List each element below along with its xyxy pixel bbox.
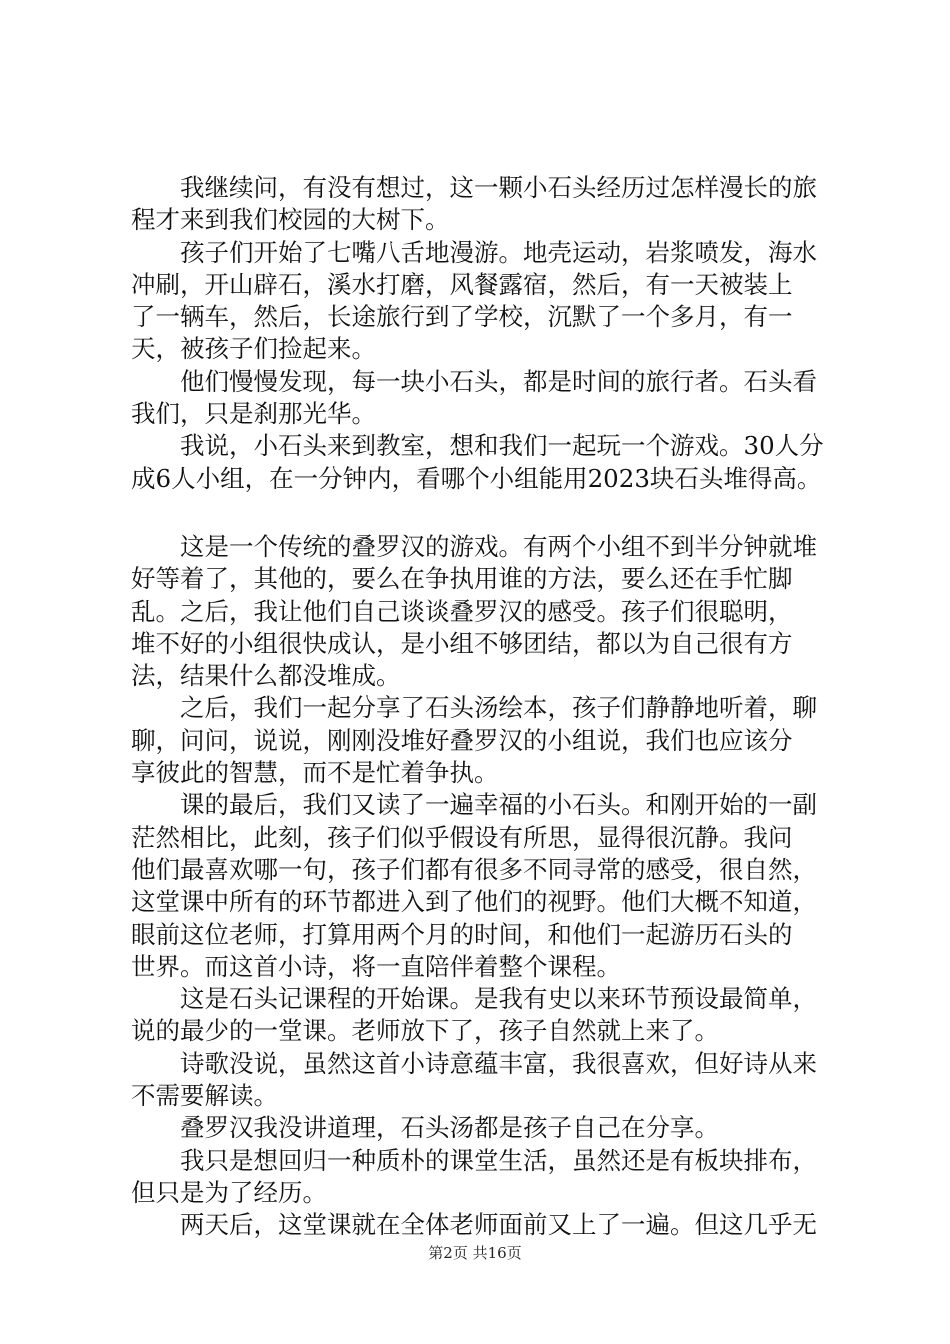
paragraph-line: 我说，小石头来到教室，想和我们一起玩一个游戏。30人分 xyxy=(180,431,824,461)
paragraph-line: 聊，问问，说说，刚刚没堆好叠罗汉的小组说，我们也应该分 xyxy=(131,725,793,755)
paragraph-line: 天，被孩子们捡起来。 xyxy=(131,334,376,364)
page-number: 第2页 共16页 xyxy=(428,1244,522,1262)
paragraph-line: 不需要解读。 xyxy=(131,1081,278,1111)
paragraph-line: 之后，我们一起分享了石头汤绘本，孩子们静静地听着，聊 xyxy=(180,693,817,723)
paragraph-line: 程才来到我们校园的大树下。 xyxy=(131,205,450,235)
paragraph-line: 我们，只是刹那光华。 xyxy=(131,399,376,429)
paragraph-line: 了一辆车，然后，长途旅行到了学校，沉默了一个多月，有一 xyxy=(131,302,793,332)
paragraph-line: 法，结果什么都没堆成。 xyxy=(131,661,401,691)
paragraph-line: 好等着了，其他的，要么在争执用谁的方法，要么还在手忙脚 xyxy=(131,564,793,594)
paragraph-line: 课的最后，我们又读了一遍幸福的小石头。和刚开始的一副 xyxy=(180,790,817,820)
paragraph-line: 乱。之后，我让他们自己谈谈叠罗汉的感受。孩子们很聪明， xyxy=(131,596,793,626)
paragraph-line: 诗歌没说，虽然这首小诗意蕴丰富，我很喜欢，但好诗从来 xyxy=(180,1048,817,1078)
document-body xyxy=(131,172,831,1242)
paragraph-line: 我只是想回归一种质朴的课堂生活，虽然还是有板块排布， xyxy=(180,1145,817,1175)
paragraph-line: 享彼此的智慧，而不是忙着争执。 xyxy=(131,758,499,788)
paragraph-line: 但只是为了经历。 xyxy=(131,1177,327,1207)
paragraph-line: 冲刷，开山辟石，溪水打磨，风餐露宿，然后，有一天被装上 xyxy=(131,269,793,299)
paragraph-line: 成6人小组，在一分钟内，看哪个小组能用2023块石头堆得高。 xyxy=(131,463,822,493)
paragraph-line: 这是一个传统的叠罗汉的游戏。有两个小组不到半分钟就堆 xyxy=(180,531,817,561)
paragraph-line: 眼前这位老师，打算用两个月的时间，和他们一起游历石头的 xyxy=(131,919,793,949)
page-footer xyxy=(0,1242,950,1263)
paragraph-line: 孩子们开始了七嘴八舌地漫游。地壳运动，岩浆喷发，海水 xyxy=(180,237,817,267)
paragraph-line: 世界。而这首小诗，将一直陪伴着整个课程。 xyxy=(131,951,621,981)
paragraph-line: 叠罗汉我没讲道理，石头汤都是孩子自己在分享。 xyxy=(180,1113,719,1143)
paragraph-line: 这堂课中所有的环节都进入到了他们的视野。他们大概不知道， xyxy=(131,887,817,917)
paragraph-spacer xyxy=(131,495,831,531)
paragraph-line: 堆不好的小组很快成认，是小组不够团结，都以为自己很有方 xyxy=(131,628,793,658)
paragraph-line: 他们慢慢发现，每一块小石头，都是时间的旅行者。石头看 xyxy=(180,366,817,396)
paragraph-line: 我继续问，有没有想过，这一颗小石头经历过怎样漫长的旅 xyxy=(180,173,817,202)
paragraph-line: 他们最喜欢哪一句，孩子们都有很多不同寻常的感受，很自然， xyxy=(131,854,817,884)
paragraph-line: 说的最少的一堂课。老师放下了，孩子自然就上来了。 xyxy=(131,1016,719,1046)
paragraph-line: 这是石头记课程的开始课。是我有史以来环节预设最简单， xyxy=(180,984,817,1014)
paragraph-line: 两天后，这堂课就在全体老师面前又上了一遍。但这几乎无 xyxy=(180,1210,817,1240)
paragraph-line: 茫然相比，此刻，孩子们似乎假设有所思，显得很沉静。我问 xyxy=(131,822,793,852)
